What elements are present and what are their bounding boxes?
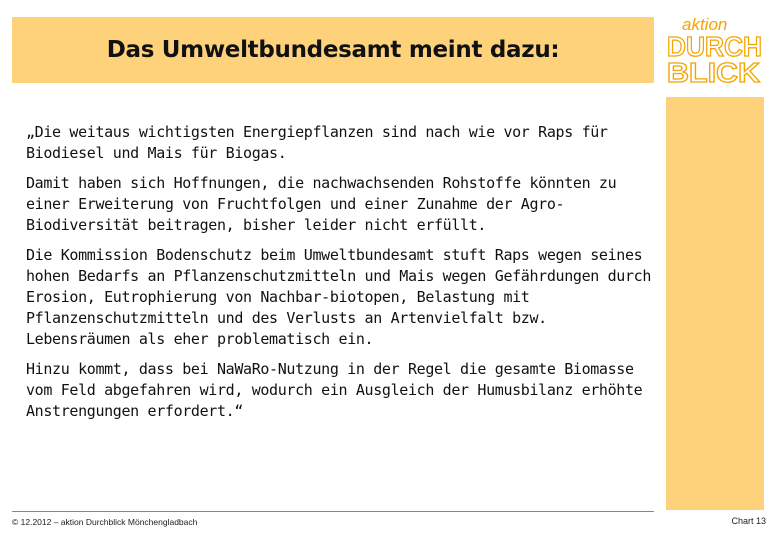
- quote-paragraph-2: Damit haben sich Hoffnungen, die nachwachsenden Rohstoffe könnten zu einer Erweiterung von Fruchtfolgen und einer Zunahme der Agro-Biodiversität beitragen, bisher leider nicht erfüllt.: [26, 174, 617, 234]
- title-bar: [12, 17, 654, 83]
- quote-content: [26, 122, 656, 431]
- aktion-durchblick-logo: [666, 14, 764, 86]
- quote-paragraph-3: Die Kommission Bodenschutz beim Umweltbundesamt stuft Raps wegen seines hohen Bedarfs an Pflanzenschutzmitteln und Mais wegen Gefährdungen durch Erosion, Eutrophierung von Nachbar-biotopen, Belastung mit Pflanzenschutzmitteln und des Verlusts an Artenvielfalt bzw. Lebensräumen als eher problematisch ein.: [26, 246, 652, 348]
- logo-blick-text: BLICK: [667, 57, 760, 86]
- quote-paragraph-1: „Die weitaus wichtigsten Energiepflanzen sind nach wie vor Raps für Biodiesel und Mais für Biogas.: [26, 123, 608, 162]
- logo-durch-text: DURCH: [667, 31, 762, 62]
- slide-title: Das Umweltbundesamt meint dazu:: [106, 37, 560, 63]
- footer-copyright: © 12.2012 – aktion Durchblick Mönchengladbach: [12, 517, 198, 527]
- footer-divider: [12, 511, 654, 512]
- footer-chart-number: Chart 13: [731, 516, 766, 526]
- logo-aktion-text: aktion: [682, 15, 728, 34]
- side-accent-bar: [666, 97, 764, 510]
- quote-paragraph-4: Hinzu kommt, dass bei NaWaRo-Nutzung in der Regel die gesamte Biomasse vom Feld abgefahren wird, wodurch ein Ausgleich der Humusbilanz erhöhte Anstrengungen erfordert.“: [26, 360, 643, 420]
